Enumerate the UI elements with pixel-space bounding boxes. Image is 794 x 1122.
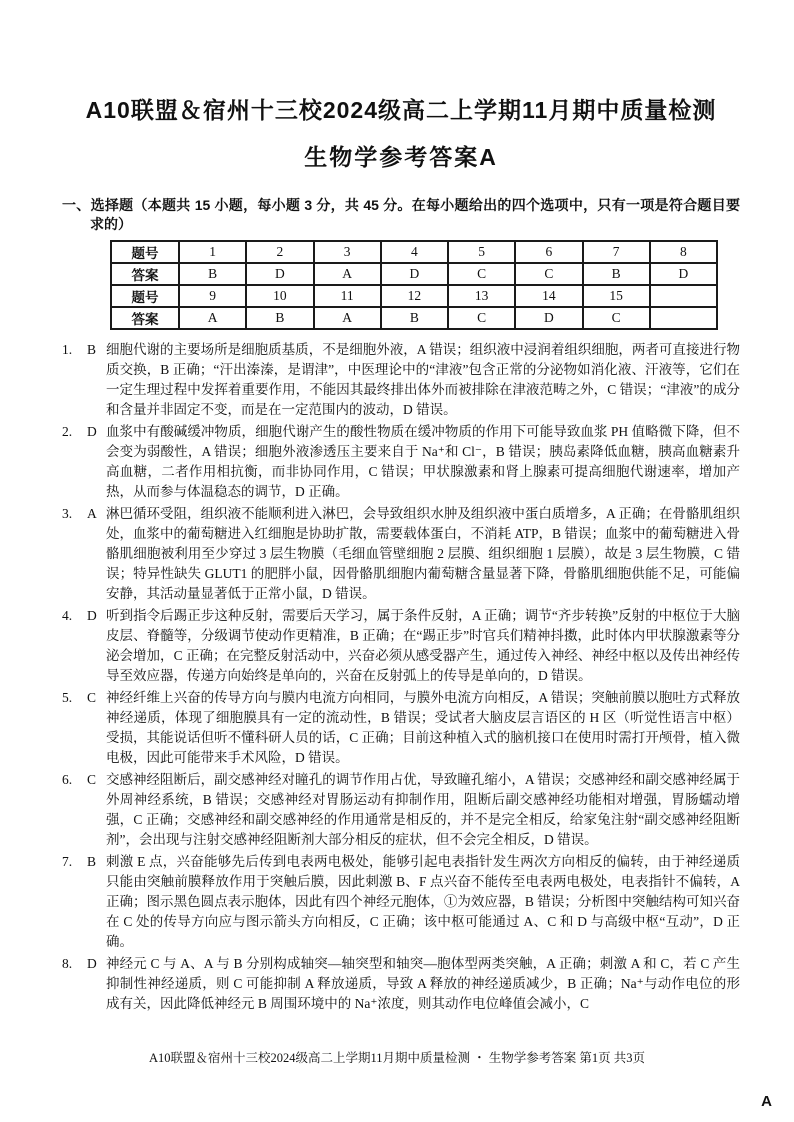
table-cell: 6: [515, 241, 582, 263]
explanation-item: [62, 606, 740, 686]
answer-letter: D: [87, 424, 97, 439]
table-row-label: 答案: [111, 263, 179, 285]
answer-letter: D: [87, 608, 97, 623]
table-cell: C: [583, 307, 650, 329]
table-cell: A: [314, 307, 381, 329]
table-cell: 8: [650, 241, 717, 263]
page-footer: A10联盟＆宿州十三校2024级高二上学期11月期中质量检测 ・ 生物学参考答案 第1页 共3页: [148, 1051, 646, 1065]
answer-letter: B: [87, 854, 97, 869]
table-row-label: 题号: [111, 241, 179, 263]
explanation-item: [62, 852, 740, 952]
table-cell: B: [179, 263, 246, 285]
table-cell: D: [246, 263, 313, 285]
table-cell: 14: [515, 285, 582, 307]
explanation-text: 细胞代谢的主要场所是细胞质基质，不是细胞外液，A 错误；组织液中浸润着组织细胞，两者可直接进行物质交换，B 正确；“汗出溱溱，是谓津”，中医理论中的“津液”包含正常的分泌物如消化液、汗液等，它们在一定生理过程中发挥着重要作用，不能因其最终排出体外而被排除在津液范畴之外，C 错误；“津液”的成分和含量并非固定不变，而是在一定范围内的波动，D 错误。: [106, 342, 740, 417]
question-number: 5.: [62, 690, 73, 705]
table-row: [111, 285, 717, 307]
table-cell: [650, 285, 717, 307]
explanation-text: 刺激 E 点，兴奋能够先后传到电表两电极处，能够引起电表指针发生两次方向相反的偏转，由于神经递质只能由突触前膜释放作用于突触后膜，因此刺激 B、F 点兴奋不能传至电表两电极处，电表指针不偏转，A 正确；图示黑色圆点表示胞体，因此有四个神经元胞体，①为效应器，B 错误；分析图中突触结构可知兴奋在 C 处的传导方向应与图示箭头方向相反，C 正确；该中枢可能通过 A、C 和 D 与高级中枢“互动”，D 正确。: [106, 854, 740, 949]
table-cell: B: [381, 307, 448, 329]
table-cell: 3: [314, 241, 381, 263]
answer-letter: C: [87, 772, 97, 787]
table-cell: 15: [583, 285, 650, 307]
table-cell: B: [246, 307, 313, 329]
answer-table: [110, 240, 718, 330]
table-row: [111, 263, 717, 285]
table-row-label: 题号: [111, 285, 179, 307]
question-number: 8.: [62, 956, 73, 971]
answer-letter: D: [87, 956, 97, 971]
explanation-text: 淋巴循环受阻，组织液不能顺利进入淋巴，会导致组织水肿及组织液中蛋白质增多，A 正确；在骨骼肌组织处，血浆中的葡萄糖进入红细胞是协助扩散，需要载体蛋白，不消耗 ATP，B 错误；血浆中的葡萄糖进入骨骼肌细胞被利用至少穿过 3 层生物膜（毛细血管壁细胞 2 层膜、组织细胞 1 层膜），故是 3 层生物膜，C 错误；特异性缺失 GLUT1 的肥胖小鼠，因骨骼肌细胞内葡萄糖含量显著下降，骨骼肌细胞供能不足，可能偏安静，其活动量显著低于正常小鼠，D 错误。: [106, 506, 740, 601]
version-corner-label: A: [761, 1093, 772, 1110]
explanations-list: [62, 340, 740, 1014]
section-heading: 一、选择题（本题共 15 小题，每小题 3 分，共 45 分。在每小题给出的四个选项中，只有一项是符合题目要求的）: [62, 197, 740, 232]
table-cell: D: [381, 263, 448, 285]
explanation-item: [62, 340, 740, 420]
question-number: 7.: [62, 854, 73, 869]
explanation-item: [62, 770, 740, 850]
table-cell: C: [448, 307, 515, 329]
question-number: 6.: [62, 772, 73, 787]
question-number: 2.: [62, 424, 73, 439]
explanation-text: 血浆中有酸碱缓冲物质，细胞代谢产生的酸性物质在缓冲物质的作用下可能导致血浆 PH 值略微下降，但不会变为弱酸性，A 错误；细胞外液渗透压主要来自于 Na⁺和 Cl⁻，B 错误；胰岛素降低血糖，胰高血糖素升高血糖，二者作用相抗衡，而非协同作用，C 错误；甲状腺激素和肾上腺素可提高细胞代谢速率，增加产热，从而参与体温稳态的调节，D 正确。: [106, 424, 740, 499]
table-cell: D: [650, 263, 717, 285]
table-row-label: 答案: [111, 307, 179, 329]
explanation-item: [62, 504, 740, 604]
answer-letter: A: [87, 506, 97, 521]
table-row: [111, 307, 717, 329]
table-cell: B: [583, 263, 650, 285]
explanation-item: [62, 688, 740, 768]
table-row: [111, 241, 717, 263]
table-cell: 9: [179, 285, 246, 307]
table-cell: 10: [246, 285, 313, 307]
question-number: 3.: [62, 506, 73, 521]
explanation-item: [62, 954, 740, 1014]
question-number: 4.: [62, 608, 73, 623]
explanation-text: 神经纤维上兴奋的传导方向与膜内电流方向相同，与膜外电流方向相反，A 错误；突触前膜以胞吐方式释放神经递质，体现了细胞膜具有一定的流动性，B 错误；受试者大脑皮层言语区的 H 区（听觉性语言中枢）受损，其能说话但听不懂科研人员的话，C 正确；目前这种植入式的脑机接口在使用时需打开颅骨，植入微电极，因此可能带来手术风险，D 错误。: [106, 690, 740, 765]
table-cell: [650, 307, 717, 329]
explanation-text: 交感神经阻断后，副交感神经对瞳孔的调节作用占优，导致瞳孔缩小，A 错误；交感神经和副交感神经属于外周神经系统，B 错误；交感神经对胃肠运动有抑制作用，阻断后副交感神经功能相对增强，胃肠蠕动增强，C 正确；交感神经和副交感神经的作用通常是相反的，并不是完全相反，给家兔注射“副交感神经阻断剂”，会出现与注射交感神经阻断剂大部分相反的症状，但不会完全相反，D 错误。: [106, 772, 740, 847]
explanation-text: 听到指令后踢正步这种反射，需要后天学习，属于条件反射，A 正确；调节“齐步转换”反射的中枢位于大脑皮层、脊髓等，分级调节使动作更精准，B 正确；在“踢正步”时官兵们精神抖擞，此时体内甲状腺激素等分泌会增加，C 正确；在完整反射活动中，兴奋必须从感受器产生，通过传入神经、神经中枢以及传出神经传导至效应器，传递方向始终是单向的，兴奋在反射弧上的传导是单向的，D 错误。: [106, 608, 740, 683]
table-cell: C: [448, 263, 515, 285]
answer-letter: B: [87, 342, 97, 357]
page-title: A10联盟＆宿州十三校2024级高二上学期11月期中质量检测: [85, 97, 717, 123]
table-cell: D: [515, 307, 582, 329]
table-cell: 5: [448, 241, 515, 263]
question-number: 1.: [62, 342, 73, 357]
table-cell: 13: [448, 285, 515, 307]
answer-letter: C: [87, 690, 97, 705]
table-cell: C: [515, 263, 582, 285]
page-subtitle: 生物学参考答案A: [304, 144, 498, 170]
table-cell: 1: [179, 241, 246, 263]
table-cell: A: [179, 307, 246, 329]
table-cell: 7: [583, 241, 650, 263]
explanation-item: [62, 422, 740, 502]
explanation-text: 神经元 C 与 A、A 与 B 分别构成轴突—轴突型和轴突—胞体型两类突触，A 正确；刺激 A 和 C，若 C 产生抑制性神经递质，则 C 可能抑制 A 释放递质，导致 A 释放的神经递质减少，B 正确；Na⁺与动作电位的形成有关，因此降低神经元 B 周围环境中的 Na⁺浓度，则其动作电位峰值会减小，C: [106, 956, 740, 1011]
table-cell: 4: [381, 241, 448, 263]
table-cell: A: [314, 263, 381, 285]
table-cell: 11: [314, 285, 381, 307]
table-cell: 12: [381, 285, 448, 307]
table-cell: 2: [246, 241, 313, 263]
